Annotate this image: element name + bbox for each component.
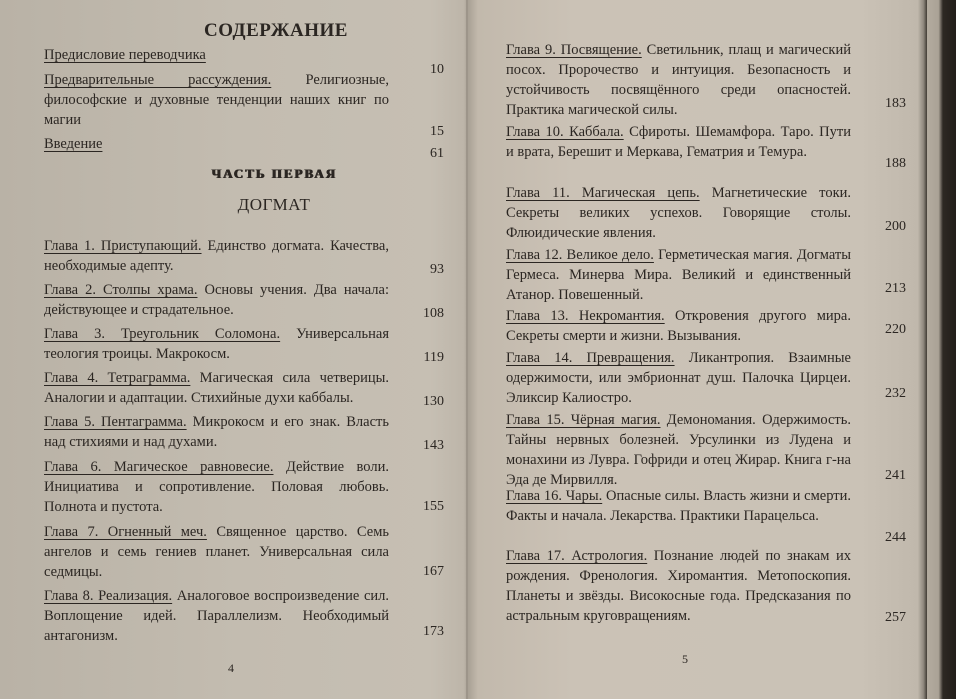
entry-page: 108 — [423, 306, 444, 321]
entry-desc: Демономания. Одержимость. Тайны нервных болезней. Урсулинки из Лудена и монахини из Лувра. Гофриди и отец Жирар. Книга г-на Эда де Мирвилля. — [506, 412, 851, 488]
toc-entry-chapter-10 — [506, 122, 906, 171]
entry-title: Глава 4. Тетраграмма. — [44, 370, 191, 386]
entry-desc: Универсальная теология троицы. Макрокосм. — [44, 326, 389, 362]
entry-desc: Познание людей по знакам их рождения. Френология. Хиромантия. Метопоскопия. Планеты и звёзды. Високосные года. Предсказания по астральным круговращениям. — [506, 548, 851, 624]
toc-entry-chapter-1 — [44, 236, 444, 276]
entry-page: 173 — [423, 624, 444, 639]
toc-entry-chapter-13 — [506, 306, 906, 346]
toc-entry-chapter-9 — [506, 40, 906, 120]
toc-entry-chapter-8 — [44, 586, 444, 646]
entry-title: Предварительные рассуждения. — [44, 72, 272, 88]
entry-title: Глава 11. Магическая цепь. — [506, 185, 700, 201]
entry-title: Глава 9. Посвящение. — [506, 42, 642, 58]
part-label: ЧАСТЬ ПЕРВАЯ — [211, 166, 337, 181]
entry-desc: Откровения другого мира. Секреты смерти и жизни. Вызывания. — [506, 308, 851, 344]
entry-page: 93 — [430, 262, 444, 277]
toc-entry-introduction — [44, 134, 444, 161]
entry-title: Глава 16. Чары. — [506, 488, 603, 504]
toc-entry-chapter-11 — [506, 183, 906, 243]
entry-page: 200 — [885, 219, 906, 234]
entry-title: Глава 15. Чёрная магия. — [506, 412, 661, 428]
entry-desc: Единство догмата. Качества, необходимые адепту. — [44, 238, 389, 274]
entry-page: 257 — [885, 610, 906, 625]
toc-title: СОДЕРЖАНИЕ — [204, 20, 348, 41]
toc-entry-chapter-6 — [44, 457, 444, 517]
entry-title: Глава 17. Астрология. — [506, 548, 648, 564]
entry-title: Глава 12. Великое дело. — [506, 247, 654, 263]
entry-desc: Священное царство. Семь ангелов и семь гениев планет. Универсальная сила седмицы. — [44, 524, 389, 580]
entry-page: 10 — [430, 62, 444, 77]
entry-desc: Микрокосм и его знак. Власть над стихиями и над духами. — [44, 414, 389, 450]
entry-title: Предисловие переводчика — [44, 47, 206, 63]
toc-entry-preliminary — [44, 70, 444, 139]
entry-page: 220 — [885, 322, 906, 337]
entry-page: 188 — [885, 156, 906, 171]
toc-entry-chapter-16 — [506, 486, 906, 545]
entry-title: Глава 2. Столпы храма. — [44, 282, 198, 298]
toc-entry-preface — [44, 45, 444, 77]
entry-page: 155 — [423, 499, 444, 514]
entry-page: 244 — [885, 530, 906, 545]
entry-title: Глава 5. Пентаграмма. — [44, 414, 187, 430]
entry-desc: Опасные силы. Власть жизни и смерти. Факты и начала. Лекарства. Практики Парацельса. — [506, 488, 851, 524]
entry-title: Глава 14. Превращения. — [506, 350, 675, 366]
entry-desc: Ликантропия. Взаимные одержимости, или эмбрионнат душ. Палочка Цирцеи. Эликсир Калиостро. — [506, 350, 851, 406]
toc-entry-chapter-7 — [44, 522, 444, 582]
page-edge-shadow — [927, 0, 956, 699]
entry-desc: Основы учения. Два начала: действующее и страдательное. — [44, 282, 389, 318]
toc-entry-chapter-3 — [44, 324, 444, 364]
entry-page: 61 — [430, 146, 444, 161]
part-title: ДОГМАТ — [237, 195, 311, 214]
toc-entry-chapter-14 — [506, 348, 906, 408]
entry-title: Введение — [44, 136, 103, 152]
entry-title: Глава 7. Огненный меч. — [44, 524, 207, 540]
entry-page: 119 — [423, 350, 444, 365]
entry-page: 143 — [423, 438, 444, 453]
entry-title: Глава 10. Каббала. — [506, 124, 624, 140]
page-number: 4 — [228, 661, 234, 675]
entry-page: 232 — [885, 386, 906, 401]
entry-page: 183 — [885, 96, 906, 111]
toc-entry-chapter-17 — [506, 546, 906, 626]
entry-desc: Религиозные, философские и духовные тенденции наших книг по магии — [44, 72, 389, 128]
entry-desc: Аналоговое воспроизведение сил. Воплощение идей. Параллелизм. Необходимый антагонизм. — [44, 588, 390, 644]
book-gutter — [466, 0, 468, 699]
entry-page: 241 — [885, 468, 906, 483]
toc-entry-chapter-4 — [44, 368, 444, 408]
entry-desc: Магическая сила четверицы. Аналогии и адаптации. Стихийные духи каббалы. — [44, 370, 389, 406]
entry-title: Глава 13. Некромантия. — [506, 308, 665, 324]
entry-page: 15 — [430, 124, 444, 139]
entry-page: 167 — [423, 564, 444, 579]
entry-desc: Сфироты. Шемамфора. Таро. Пути и врата, Берешит и Меркава, Гематрия и Темура. — [506, 124, 851, 160]
entry-title: Глава 6. Магическое равновесие. — [44, 459, 274, 475]
entry-title: Глава 8. Реализация. — [44, 588, 173, 604]
entry-title: Глава 1. Приступающий. — [44, 238, 202, 254]
entry-page: 213 — [885, 281, 906, 296]
entry-page: 130 — [423, 394, 444, 409]
entry-title: Глава 3. Треугольник Соломона. — [44, 326, 281, 342]
entry-desc: Магнетические токи. Секреты великих успехов. Говорящие столы. Флюидические явления. — [506, 185, 851, 241]
entry-desc: Действие воли. Инициатива и сопротивление. Половая любовь. Полнота и пустота. — [44, 459, 389, 515]
page-number: 5 — [682, 652, 688, 666]
entry-desc: Герметическая магия. Догматы Гермеса. Минерва Мира. Великий и единственный Атанор. Повешенный. — [506, 247, 851, 303]
toc-entry-chapter-15 — [506, 410, 906, 490]
toc-entry-chapter-2 — [44, 280, 444, 320]
toc-entry-chapter-5 — [44, 412, 444, 452]
entry-desc: Светильник, плащ и магический посох. Пророчество и интуиция. Безопасность и устойчивость посвящённого среди опасностей. Практика магической силы. — [506, 42, 851, 118]
toc-entry-chapter-12 — [506, 245, 906, 305]
